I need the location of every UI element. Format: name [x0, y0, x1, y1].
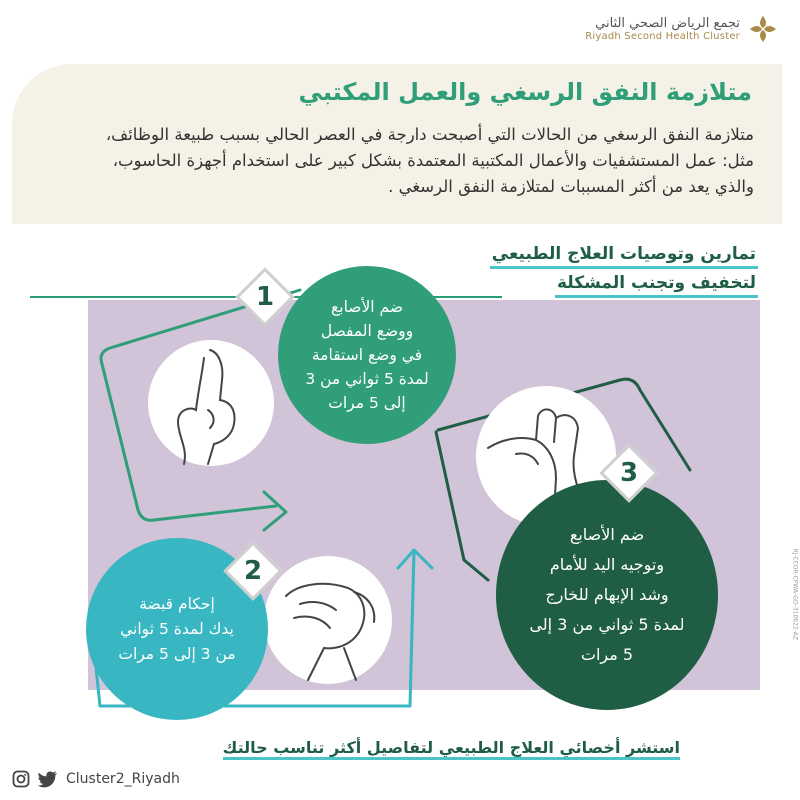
hand-illustration-2 — [264, 556, 392, 684]
step-2-line-2: يدك لمدة 5 ثواني — [120, 619, 234, 638]
step-1-line-3: في وضع استقامة — [311, 346, 423, 364]
step-1-circle — [278, 266, 456, 444]
social-handle[interactable]: Cluster2_Riyadh — [66, 771, 180, 787]
step-3-line-2: وتوجيه اليد للأمام — [549, 555, 665, 574]
section-title-line1: تمارين وتوصيات العلاج الطبيعي — [490, 242, 758, 269]
instagram-icon[interactable] — [12, 770, 30, 788]
step-2-line-3: من 3 إلى 5 مرات — [118, 644, 236, 663]
step-2-number: 2 — [243, 556, 263, 586]
intro-paragraph: متلازمة النفق الرسغي من الحالات التي أصبحت دارجة في العصر الحالي بسبب طبيعة الوظائف، مثل: عمل المستشفيات والأعمال المكتبية المعتمدة بشكل كبير على استخدام أجهزة الحاسوب، والذي يعد من أكثر المسببات لمتلازمة النفق الرسغي . — [105, 125, 754, 196]
step-1-line-5: إلى 5 مرات — [328, 394, 406, 412]
step-3-line-4: لمدة 5 ثواني من 3 إلى — [529, 615, 685, 634]
hand-illustration-1 — [148, 340, 274, 466]
step-1-line-4: لمدة 5 ثواني من 3 — [305, 370, 429, 388]
social-footer — [12, 770, 180, 788]
fist-icon — [264, 556, 392, 684]
step-3-number: 3 — [619, 458, 639, 488]
step-3-circle — [496, 480, 718, 710]
step-1-number: 1 — [255, 282, 275, 312]
step-2-line-1: إحكام قبضة — [139, 594, 215, 613]
step-3-line-1: ضم الأصابع — [569, 525, 645, 544]
document-code: RJ-CCOR-CPWA-GD-310622-AZ — [791, 548, 798, 640]
step-3-line-3: وشد الإبهام للخارج — [545, 585, 669, 604]
step-1-line-2: ووضع المفصل — [320, 322, 414, 340]
step-3-line-5: 5 مرات — [580, 645, 634, 664]
step-1-line-1: ضم الأصابع — [331, 298, 403, 316]
advice-text: استشر أخصائي العلاج الطبيعي لتفاصيل أكثر تناسب حالتك — [222, 738, 680, 757]
logo-english-text: Riyadh Second Health Cluster — [585, 31, 740, 42]
page-title: متلازمة النفق الرسغي والعمل المكتبي — [298, 78, 752, 106]
hand-fingers-together-icon — [148, 340, 274, 466]
twitter-icon[interactable] — [38, 770, 58, 788]
logo-arabic-text: تجمع الرياض الصحي الثاني — [595, 16, 740, 31]
section-title-line2: لتخفيف وتجنب المشكلة — [555, 271, 758, 298]
